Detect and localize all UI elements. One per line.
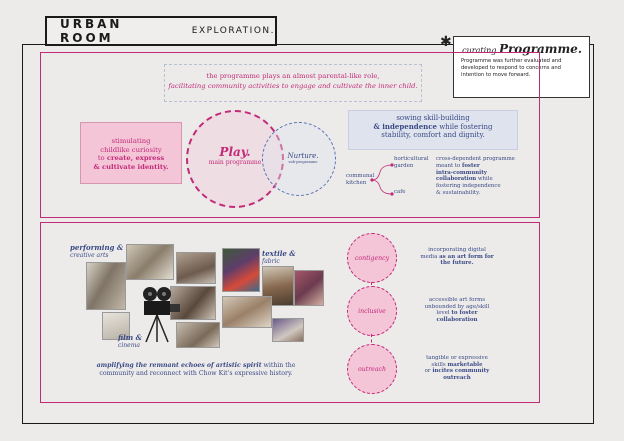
callout-title: Programme. xyxy=(498,42,582,56)
cross-line-3 xyxy=(436,170,526,177)
identity-line-1: stimulating xyxy=(111,137,151,145)
outreach-d2a: skills xyxy=(431,361,448,368)
photo-workshop xyxy=(176,252,216,284)
photo-cinema xyxy=(222,296,272,328)
pill-contigency-label: contigency xyxy=(354,254,390,262)
nurture-title: Nurture. xyxy=(287,152,319,160)
outreach-d2 xyxy=(402,362,512,369)
cross-line-2 xyxy=(436,163,526,170)
intro-line-1: the programme plays an almost parental-like role, xyxy=(206,72,380,80)
contigency-d3 xyxy=(402,260,512,267)
inclusive-d4 xyxy=(402,317,512,324)
caption-textile xyxy=(262,250,296,266)
cross-line-1: cross-dependent programme xyxy=(436,156,515,162)
cross-dependent-text xyxy=(436,156,526,197)
cross-line-4a: collaboration xyxy=(436,176,477,183)
cross-line-2a: meant to xyxy=(436,162,462,169)
inclusive-d2: unbounded by age/skill xyxy=(424,303,490,310)
photo-performing xyxy=(126,244,174,280)
caption-performing xyxy=(70,244,123,260)
play-label xyxy=(200,145,270,166)
inclusive-d3 xyxy=(402,310,512,317)
caption-performing-1: performing & xyxy=(70,243,124,252)
independence-box xyxy=(348,110,518,150)
independence-line-2 xyxy=(349,123,517,132)
contigency-d2b: as an art form for xyxy=(439,253,494,260)
cross-line-6: & sustainability. xyxy=(436,189,481,196)
tree-bottom: cafe xyxy=(394,189,406,195)
header-subtitle: EXPLORATION. xyxy=(191,26,275,36)
caption-performing-2: creative arts xyxy=(70,252,109,259)
pill-inclusive-label: inclusive xyxy=(358,307,386,315)
caption-textile-1: textile & xyxy=(262,249,296,258)
contigency-d2a: media xyxy=(420,253,440,260)
cross-line-4 xyxy=(436,176,526,183)
independence-line-2a: & independence xyxy=(373,121,437,131)
film-camera-icon xyxy=(136,286,182,344)
independence-line-2b: while fostering xyxy=(436,122,493,131)
pill-contigency xyxy=(347,233,397,283)
arts-statement-bold: amplifying the remnant echoes of artistic spirit xyxy=(96,362,262,369)
arts-statement xyxy=(68,362,324,378)
outreach-d3b: incites community xyxy=(432,368,490,375)
outreach-d3a: or xyxy=(424,368,433,375)
identity-line-4b: & cultivate identity. xyxy=(93,162,169,171)
intro-statement xyxy=(164,64,422,102)
contigency-description xyxy=(402,247,512,267)
identity-box xyxy=(80,122,182,184)
photo-textile xyxy=(222,248,260,292)
asterisk-icon: ✱ xyxy=(440,34,452,50)
callout-lead: curating xyxy=(462,46,497,55)
identity-line-4 xyxy=(81,163,181,172)
contigency-d2 xyxy=(402,254,512,261)
outreach-d4b: outreach xyxy=(443,374,471,381)
independence-line-1: sowing skill-building xyxy=(396,114,470,122)
caption-film-2: cinema xyxy=(118,342,140,349)
inclusive-d4b: collaboration xyxy=(436,316,478,323)
pill-outreach xyxy=(347,344,397,394)
caption-film-1: film & xyxy=(118,333,142,342)
tree-root: communal kitchen xyxy=(346,173,375,186)
tree-top: horticultural garden xyxy=(394,156,429,169)
identity-line-3 xyxy=(81,154,181,163)
outreach-d3 xyxy=(402,368,512,375)
nurture-sub: sub-programme xyxy=(288,160,318,164)
inclusive-description xyxy=(402,297,512,323)
cross-line-5: fostering independence xyxy=(436,183,501,190)
intro-line-2 xyxy=(165,81,421,91)
photo-craft xyxy=(294,270,324,306)
identity-line-3a: to xyxy=(97,154,107,162)
contigency-d1: incorporating digital xyxy=(428,247,486,253)
outreach-d4 xyxy=(402,375,512,382)
independence-line-3: stability, comfort and dignity. xyxy=(381,131,485,139)
photo-dance xyxy=(86,262,126,310)
photo-media xyxy=(272,318,304,342)
pill-outreach-label: outreach xyxy=(358,365,386,373)
callout-body: Programme was further evaluated and developed to respond to concerns and intention to move forward. xyxy=(461,58,562,78)
cross-line-2b: foster xyxy=(462,162,480,169)
pill-inclusive xyxy=(347,286,397,336)
outreach-d2b: marketable xyxy=(447,361,483,368)
arts-statement-rest-1: within the xyxy=(261,362,296,369)
cross-line-4b: while xyxy=(476,176,493,183)
photo-film xyxy=(176,322,220,348)
outreach-d1: tangible or expressive xyxy=(426,355,488,361)
nurture-label xyxy=(283,152,323,164)
cross-line-3b: intra-community xyxy=(436,169,487,176)
header-title: URBAN ROOM xyxy=(60,17,123,45)
inclusive-d3a: level xyxy=(436,310,452,317)
arts-statement-rest-2: community and reconnect with Chow Kit's expressive history. xyxy=(99,370,293,377)
page-header xyxy=(45,16,277,46)
contigency-d3b: the future. xyxy=(440,260,474,267)
intro-line-2-text: facilitating community activities to engage and cultivate the inner child. xyxy=(168,82,418,90)
play-sub: main programme xyxy=(208,159,262,166)
caption-film xyxy=(118,334,142,350)
outreach-description xyxy=(402,355,512,381)
play-title: Play. xyxy=(219,145,251,159)
inclusive-d1: accessible art forms xyxy=(428,297,486,303)
identity-line-2: childlike curiosity xyxy=(100,145,162,154)
inclusive-d3b: to foster xyxy=(451,310,478,317)
caption-textile-2: fabric xyxy=(262,258,280,265)
identity-line-3b: create, express xyxy=(106,154,165,162)
